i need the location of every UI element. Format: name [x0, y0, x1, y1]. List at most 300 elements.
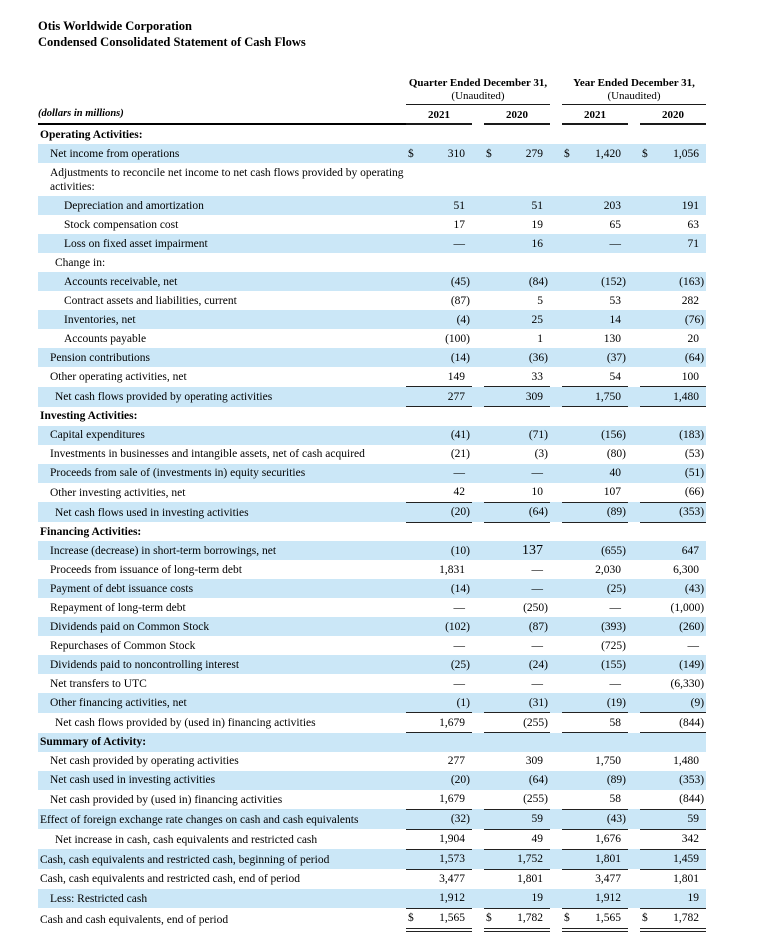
value-cell: (353)	[654, 502, 706, 522]
section-label: Investing Activities:	[40, 410, 138, 422]
dollar-sign-cell	[406, 310, 420, 329]
year-header-row	[38, 104, 706, 124]
dollar-sign-cell	[640, 272, 654, 291]
value-cell	[654, 733, 706, 752]
value-cell: 309	[525, 755, 544, 767]
spacer-cell	[472, 655, 484, 674]
spacer-cell	[472, 272, 484, 291]
dollar-sign-cell	[484, 272, 498, 291]
row-label: Dividends paid on Common Stock	[50, 620, 210, 633]
spacer-cell	[550, 889, 562, 909]
dollar-sign-cell	[640, 579, 654, 598]
value-cell: 54	[576, 367, 628, 387]
spacer-cell	[550, 809, 562, 829]
spacer-cell	[472, 541, 484, 560]
value-cell	[498, 733, 550, 752]
row-label: Net increase in cash, cash equivalents and restricted cash	[55, 833, 318, 846]
row-label: Other operating activities, net	[50, 371, 187, 383]
dollar-sign-cell	[562, 579, 576, 598]
spacer-cell	[550, 483, 562, 503]
spacer-cell	[550, 733, 562, 752]
value-cell: (76)	[684, 313, 705, 326]
table-body	[38, 124, 706, 930]
table-row	[38, 196, 706, 215]
dollar-sign-cell	[640, 598, 654, 617]
table-row	[38, 829, 706, 849]
dollar-sign-cell	[484, 253, 498, 272]
value-cell: (51)	[684, 467, 705, 479]
dollar-sign-cell	[562, 291, 576, 310]
dollar-sign-cell	[484, 579, 498, 598]
table-row	[38, 253, 706, 272]
table-row	[38, 598, 706, 617]
spacer-cell	[550, 541, 562, 560]
row-label: Accounts payable	[64, 332, 147, 345]
dollar-sign-cell	[640, 253, 654, 272]
dollar-sign-cell	[484, 713, 498, 733]
page-subtitle: Condensed Consolidated Statement of Cash Flows	[38, 35, 306, 49]
value-cell	[498, 253, 550, 272]
dollar-sign-cell	[406, 272, 420, 291]
value-cell: (725)	[601, 639, 627, 652]
value-cell: (41)	[450, 429, 470, 441]
spacer-cell	[628, 598, 640, 617]
value-cell: 1,459	[654, 849, 706, 869]
year-col-header-y2021: 2021	[562, 104, 628, 124]
column-group-header-row	[38, 74, 706, 104]
dollar-sign-cell	[640, 809, 654, 829]
dollar-sign-cell	[640, 387, 654, 407]
dollar-sign-cell	[640, 560, 654, 579]
dollar-sign-cell	[640, 163, 654, 196]
dollar-sign-cell	[562, 674, 576, 693]
value-cell	[498, 163, 550, 196]
value-cell: (844)	[654, 790, 706, 810]
dollar-sign-cell	[562, 522, 576, 541]
spacer-cell	[628, 869, 640, 889]
table-row	[38, 144, 706, 163]
value-cell: 59	[654, 809, 706, 829]
row-label: Capital expenditures	[50, 429, 145, 441]
dollar-sign-cell	[640, 426, 654, 445]
spacer-cell	[472, 215, 484, 234]
dollar-sign-cell	[562, 598, 576, 617]
value-cell: 1,056	[673, 147, 700, 160]
spacer-cell	[472, 144, 484, 163]
spacer-cell	[472, 771, 484, 790]
value-cell: 137	[522, 542, 544, 558]
value-cell: 1,750	[595, 755, 622, 767]
spacer-cell	[472, 579, 484, 598]
dollar-sign-cell	[640, 348, 654, 367]
table-row	[38, 655, 706, 674]
spacer-cell	[628, 196, 640, 215]
spacer-cell	[628, 387, 640, 407]
spacer-cell	[628, 329, 640, 348]
row-label: Loss on fixed asset impairment	[64, 237, 208, 250]
dollar-sign-cell	[484, 426, 498, 445]
dollar-sign-cell	[406, 733, 420, 752]
spacer-cell	[472, 733, 484, 752]
value-cell: —	[453, 467, 465, 479]
spacer-cell	[550, 291, 562, 310]
spacer-cell	[550, 215, 562, 234]
dollar-sign-cell	[640, 829, 654, 849]
dollar-sign-cell	[406, 234, 420, 253]
row-label: Effect of foreign exchange rate changes on cash and cash equivalents	[40, 813, 359, 826]
value-cell: 51	[453, 199, 465, 212]
spacer-cell	[628, 445, 640, 464]
spacer-cell	[472, 445, 484, 464]
value-cell: (1,000)	[670, 601, 705, 614]
table-row	[38, 713, 706, 733]
spacer-cell	[550, 693, 562, 713]
row-label: Cash and cash equivalents, end of period	[40, 914, 229, 926]
spacer-cell	[628, 215, 640, 234]
dollar-sign-cell	[484, 598, 498, 617]
spacer-cell	[628, 752, 640, 771]
row-label: Investments in businesses and intangible assets, net of cash acquired	[50, 448, 365, 460]
value-cell: 1,750	[576, 387, 628, 407]
table-row	[38, 733, 706, 752]
spacer-cell	[472, 674, 484, 693]
spacer-cell	[472, 636, 484, 655]
row-label: Stock compensation cost	[64, 218, 179, 231]
spacer-cell	[550, 163, 562, 196]
value-cell: 59	[498, 809, 550, 829]
value-cell: (163)	[679, 275, 705, 288]
table-row	[38, 445, 706, 464]
table-row	[38, 869, 706, 889]
value-cell: (393)	[601, 620, 627, 633]
table-row	[38, 693, 706, 713]
spacer-cell	[628, 407, 640, 426]
spacer-cell	[628, 790, 640, 810]
dollar-sign-cell	[484, 889, 498, 909]
spacer-cell	[628, 908, 640, 930]
table-row	[38, 771, 706, 790]
spacer-cell	[550, 104, 562, 124]
spacer-cell	[472, 426, 484, 445]
dollar-sign-cell	[562, 790, 576, 810]
value-cell: (6,330)	[670, 677, 705, 690]
value-cell	[576, 407, 628, 426]
spacer-cell	[472, 234, 484, 253]
spacer-cell	[550, 522, 562, 541]
value-cell: 279	[525, 147, 544, 160]
value-cell	[420, 407, 472, 426]
dollar-sign-cell	[406, 163, 420, 196]
dollar-sign-cell	[640, 483, 654, 503]
dollar-sign-cell	[406, 124, 420, 144]
value-cell: (100)	[445, 332, 470, 345]
quarter-group-title: Quarter Ended December 31,	[408, 76, 548, 89]
spacer-cell	[472, 329, 484, 348]
value-cell: 49	[498, 829, 550, 849]
spacer-cell	[472, 889, 484, 909]
value-cell	[576, 163, 628, 196]
dollar-sign-cell	[640, 674, 654, 693]
section-label: Financing Activities:	[40, 525, 142, 538]
row-label: Less: Restricted cash	[50, 892, 148, 905]
dollar-sign-cell	[484, 733, 498, 752]
spacer-cell	[550, 310, 562, 329]
value-cell: 16	[531, 237, 544, 250]
value-cell: —	[687, 639, 700, 652]
value-cell: (14)	[450, 582, 470, 595]
table-row	[38, 329, 706, 348]
table-row	[38, 215, 706, 234]
dollar-sign-cell	[562, 771, 576, 790]
value-cell: (4)	[456, 313, 470, 326]
value-cell: (353)	[679, 774, 705, 786]
spacer-cell	[472, 617, 484, 636]
value-cell: (25)	[450, 658, 470, 671]
value-cell: 1,573	[420, 849, 472, 869]
dollar-sign-cell	[562, 253, 576, 272]
spacer-cell	[472, 310, 484, 329]
spacer-cell	[472, 367, 484, 387]
dollar-sign-cell	[640, 617, 654, 636]
dollar-sign-cell: $	[484, 908, 498, 930]
value-cell: 100	[654, 367, 706, 387]
spacer-cell	[628, 502, 640, 522]
value-cell: 19	[654, 889, 706, 909]
value-cell	[654, 124, 706, 144]
dollar-sign-cell	[406, 560, 420, 579]
row-label: Net cash flows used in investing activities	[55, 506, 249, 519]
row-label: Net cash flows provided by operating activities	[55, 391, 273, 403]
value-cell: (102)	[445, 620, 470, 633]
value-cell: (21)	[450, 448, 470, 460]
dollar-sign-cell	[406, 869, 420, 889]
value-cell: 51	[531, 199, 544, 212]
value-cell: 1,801	[673, 873, 700, 885]
spacer-cell	[550, 560, 562, 579]
value-cell: (66)	[654, 483, 706, 503]
dollar-sign-cell	[484, 464, 498, 483]
table-row	[38, 579, 706, 598]
value-cell: 1,679	[420, 790, 472, 810]
spacer-cell	[472, 407, 484, 426]
table-row	[38, 387, 706, 407]
spacer-cell	[628, 124, 640, 144]
dollar-sign-cell	[484, 291, 498, 310]
spacer-cell	[550, 407, 562, 426]
dollar-sign-cell	[406, 522, 420, 541]
dollar-sign-cell	[484, 849, 498, 869]
value-cell	[420, 253, 472, 272]
spacer-cell	[472, 124, 484, 144]
value-cell: (64)	[498, 502, 550, 522]
value-cell: 19	[498, 889, 550, 909]
dollar-sign-cell	[484, 560, 498, 579]
dollar-sign-cell: $	[640, 908, 654, 930]
value-cell: 63	[687, 218, 700, 231]
dollar-sign-cell	[406, 617, 420, 636]
dollar-sign-cell	[640, 541, 654, 560]
table-row	[38, 348, 706, 367]
dollar-sign-cell	[406, 655, 420, 674]
dollar-sign-cell	[406, 387, 420, 407]
value-cell: (20)	[420, 502, 472, 522]
spacer-cell	[628, 522, 640, 541]
row-label: Contract assets and liabilities, current	[64, 294, 237, 307]
value-cell: 42	[420, 483, 472, 503]
spacer-cell	[628, 579, 640, 598]
dollar-sign-cell	[562, 560, 576, 579]
row-label: Cash, cash equivalents and restricted cash, end of period	[40, 873, 300, 885]
dollar-sign-cell	[484, 445, 498, 464]
value-cell: 1	[537, 332, 544, 345]
value-cell: 1,904	[420, 829, 472, 849]
row-label: Payment of debt issuance costs	[50, 582, 194, 595]
table-row	[38, 617, 706, 636]
dollar-sign-cell	[484, 215, 498, 234]
spacer-cell	[472, 790, 484, 810]
spacer-cell	[628, 771, 640, 790]
value-cell: (152)	[601, 275, 627, 288]
spacer-cell	[472, 253, 484, 272]
table-row	[38, 809, 706, 829]
value-cell: (260)	[679, 620, 705, 633]
dollar-sign-cell	[562, 849, 576, 869]
table-row	[38, 124, 706, 144]
table-row	[38, 163, 706, 196]
spacer-cell	[472, 348, 484, 367]
value-cell	[654, 253, 706, 272]
spacer-cell	[550, 426, 562, 445]
dollar-sign-cell	[640, 522, 654, 541]
value-cell: 5	[537, 294, 544, 307]
spacer-cell	[550, 502, 562, 522]
spacer-cell	[628, 636, 640, 655]
spacer-cell	[550, 752, 562, 771]
dollar-sign-cell	[484, 541, 498, 560]
value-cell: 14	[609, 313, 622, 326]
spacer-cell	[472, 829, 484, 849]
dollar-sign-cell	[484, 502, 498, 522]
value-cell: 58	[576, 713, 628, 733]
spacer-cell	[472, 869, 484, 889]
table-row	[38, 636, 706, 655]
spacer-cell	[550, 771, 562, 790]
dollar-sign-cell	[562, 809, 576, 829]
dollar-sign-cell	[562, 163, 576, 196]
value-cell	[498, 124, 550, 144]
dollar-sign-cell	[562, 272, 576, 291]
spacer-cell	[472, 560, 484, 579]
value-cell: 191	[681, 199, 700, 212]
group-spacer-cell	[550, 74, 562, 104]
spacer-cell	[628, 234, 640, 253]
spacer-cell	[550, 348, 562, 367]
dollar-sign-cell: $	[408, 147, 414, 160]
dollar-sign-cell	[640, 713, 654, 733]
value-cell: (43)	[684, 582, 705, 595]
dollar-sign-cell: $	[642, 147, 648, 160]
row-label: Cash, cash equivalents and restricted cash, beginning of period	[40, 853, 330, 866]
value-cell: 310	[447, 147, 465, 160]
dollar-sign-cell	[640, 869, 654, 889]
value-cell: —	[609, 601, 622, 614]
value-cell: —	[453, 237, 465, 250]
value-cell: 1,912	[420, 889, 472, 909]
value-cell: 58	[576, 790, 628, 810]
dollar-sign-cell	[562, 636, 576, 655]
value-cell: (155)	[601, 658, 627, 671]
value-cell: 1,420	[595, 147, 622, 160]
dollar-sign-cell	[406, 579, 420, 598]
value-cell: 53	[609, 294, 622, 307]
dollar-sign-cell	[406, 464, 420, 483]
spacer-cell	[628, 560, 640, 579]
dollar-sign-cell	[562, 655, 576, 674]
row-label: Depreciation and amortization	[64, 199, 204, 212]
value-cell: (87)	[450, 294, 470, 307]
value-cell: (43)	[576, 809, 628, 829]
dollar-sign-cell	[484, 407, 498, 426]
value-cell	[576, 733, 628, 752]
dollar-sign-cell	[406, 752, 420, 771]
spacer-cell	[472, 849, 484, 869]
dollar-sign-cell	[640, 889, 654, 909]
spacer-cell	[628, 713, 640, 733]
table-row	[38, 426, 706, 445]
row-label: Adjustments to reconcile net income to net cash flows provided by operating activities:	[50, 166, 404, 193]
value-cell: 1,480	[673, 755, 700, 767]
dollar-sign-cell	[406, 713, 420, 733]
dollar-sign-cell	[406, 771, 420, 790]
spacer-cell	[550, 617, 562, 636]
cash-flow-table	[38, 74, 706, 932]
dollar-sign-cell	[484, 483, 498, 503]
value-cell: (844)	[654, 713, 706, 733]
dollar-sign-cell	[640, 655, 654, 674]
dollar-sign-cell	[484, 636, 498, 655]
dollar-sign-cell	[484, 163, 498, 196]
dollar-sign-cell	[406, 348, 420, 367]
spacer-cell	[550, 849, 562, 869]
dollar-sign-cell	[562, 124, 576, 144]
dollar-sign-cell	[640, 234, 654, 253]
dollars-in-millions-label: (dollars in millions)	[38, 104, 406, 124]
dollar-sign-cell	[406, 196, 420, 215]
dollar-sign-cell	[562, 869, 576, 889]
dollar-sign-cell	[406, 291, 420, 310]
value-cell: 65	[609, 218, 622, 231]
spacer-cell	[472, 693, 484, 713]
dollar-sign-cell	[562, 693, 576, 713]
value-cell: —	[531, 677, 544, 690]
value-cell: (32)	[420, 809, 472, 829]
dollar-sign-cell	[562, 445, 576, 464]
dollar-sign-cell	[484, 869, 498, 889]
dollar-sign-cell	[484, 196, 498, 215]
value-cell: 203	[603, 199, 622, 212]
value-cell: 282	[681, 294, 700, 307]
dollar-sign-cell: $	[406, 908, 420, 930]
spacer-cell	[550, 234, 562, 253]
spacer-cell	[472, 713, 484, 733]
row-label: Pension contributions	[50, 351, 150, 364]
dollar-sign-cell	[562, 426, 576, 445]
row-label: Repayment of long-term debt	[50, 601, 186, 614]
dollar-sign-cell	[484, 234, 498, 253]
dollar-sign-cell	[406, 483, 420, 503]
spacer-cell	[472, 387, 484, 407]
value-cell	[576, 253, 628, 272]
